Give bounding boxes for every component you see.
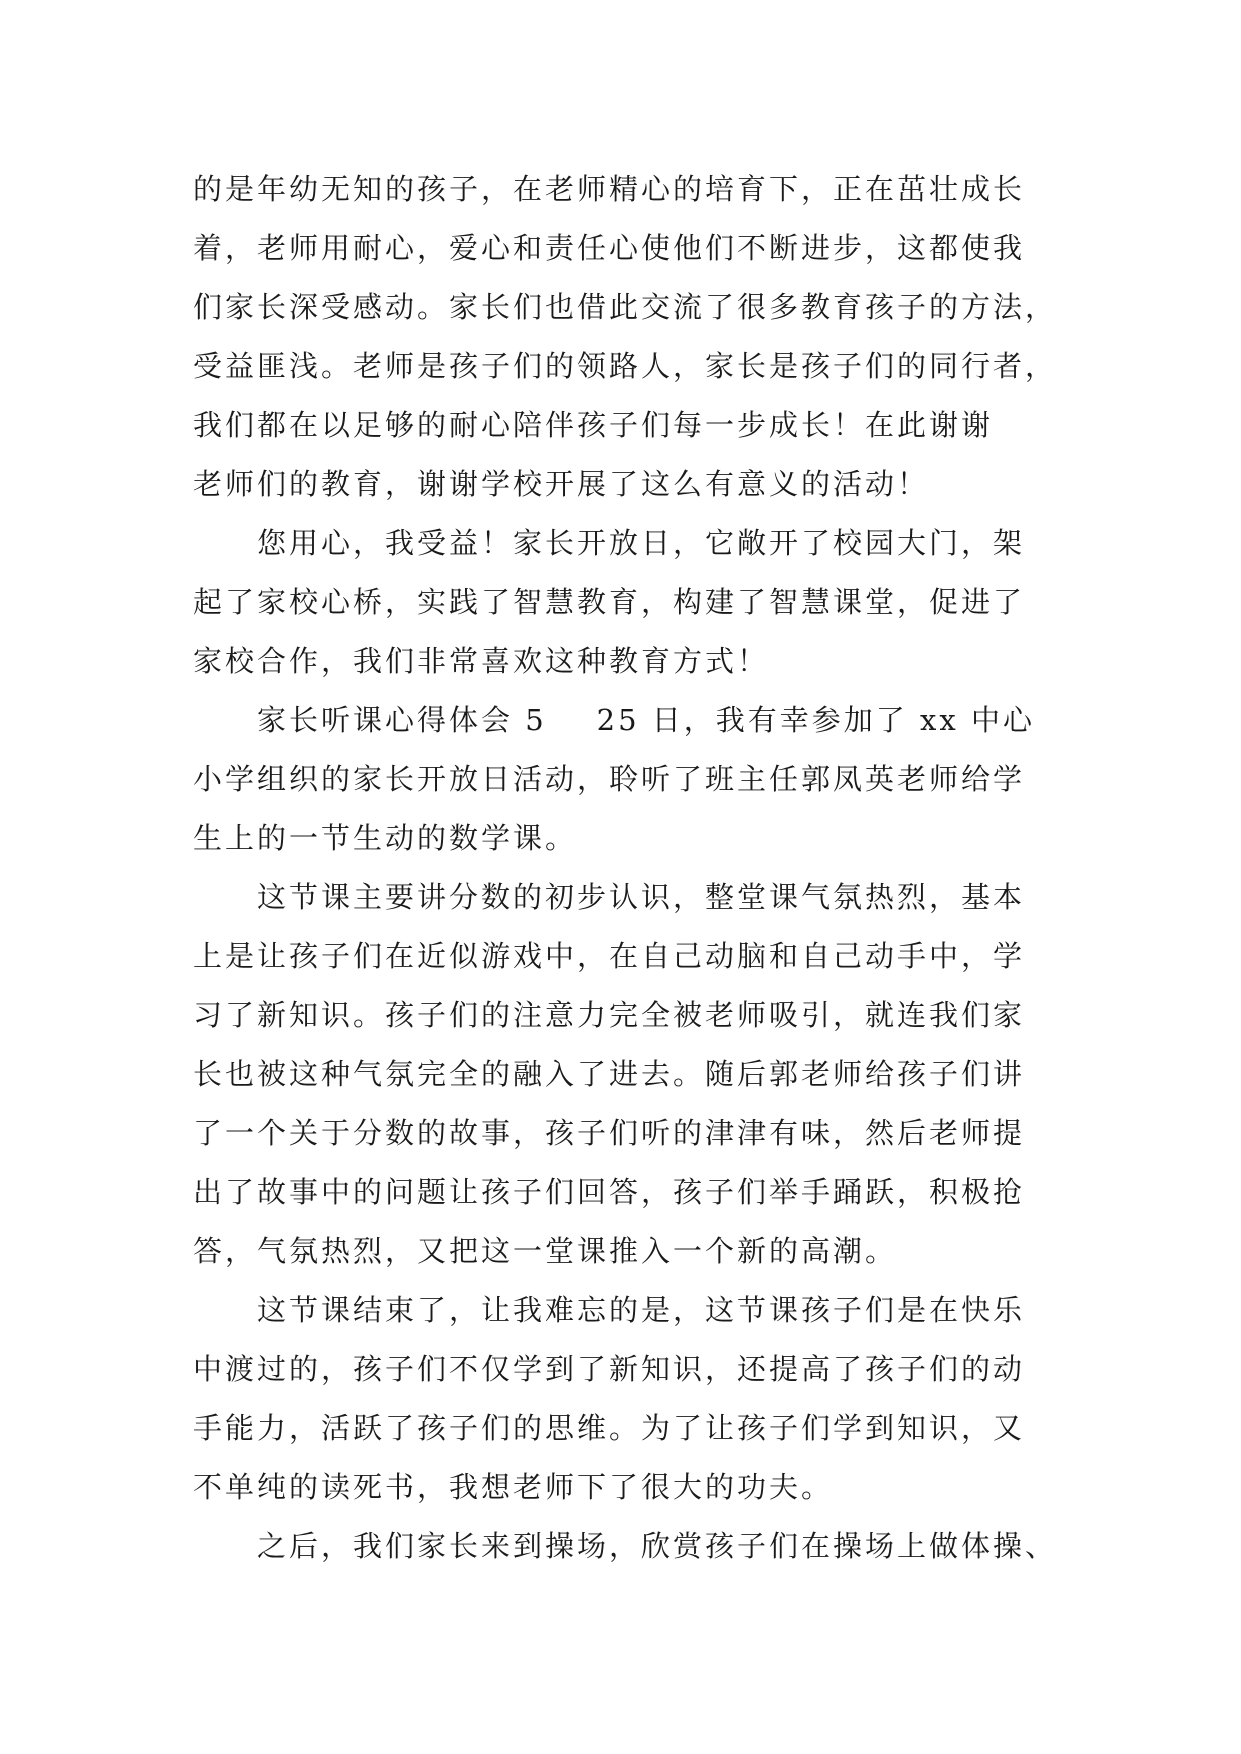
text-line: 家校合作，我们非常喜欢这种教育方式！ (193, 644, 770, 678)
text-line: 习了新知识。孩子们的注意力完全被老师吸引，就连我们家 (193, 998, 1026, 1032)
text-line: 中渡过的，孩子们不仅学到了新知识，还提高了孩子们的动 (193, 1352, 1026, 1386)
text-line: 起了家校心桥，实践了智慧教育，构建了智慧课堂，促进了 (193, 585, 1026, 619)
text-line: 长也被这种气氛完全的融入了进去。随后郭老师给孩子们讲 (193, 1057, 1026, 1091)
section-heading-line (193, 691, 1093, 750)
text-line: 我们都在以足够的耐心陪伴孩子们每一步成长！在此谢谢 (193, 408, 994, 442)
text-line: 着，老师用耐心，爱心和责任心使他们不断进步，这都使我 (193, 231, 1026, 265)
text-line: 受益匪浅。老师是孩子们的领路人，家长是孩子们的同行者， (193, 349, 1058, 383)
text-line: 手能力，活跃了孩子们的思维。为了让孩子们学到知识，又 (193, 1411, 1026, 1445)
text-line: 这节课结束了，让我难忘的是，这节课孩子们是在快乐 (193, 1293, 1026, 1327)
section-heading: 家长听课心得体会 5 (193, 703, 547, 737)
document-body (193, 160, 1093, 1576)
text-line: 出了故事中的问题让孩子们回答，孩子们举手踊跃，积极抢 (193, 1175, 1026, 1209)
text-line: 小学组织的家长开放日活动，聆听了班主任郭凤英老师给学 (193, 762, 1026, 796)
text-line: 老师们的教育，谢谢学校开展了这么有意义的活动！ (193, 467, 930, 501)
text-line: 生上的一节生动的数学课。 (193, 821, 578, 855)
heading-continuation: 25 日，我有幸参加了 xx 中心 (596, 703, 1035, 737)
text-line: 的是年幼无知的孩子，在老师精心的培育下，正在茁壮成长 (193, 172, 1026, 206)
text-line: 之后，我们家长来到操场，欣赏孩子们在操场上做体操、 (193, 1529, 1058, 1563)
text-line: 这节课主要讲分数的初步认识，整堂课气氛热烈，基本 (193, 880, 1026, 914)
text-line: 您用心，我受益！家长开放日，它敞开了校园大门，架 (193, 526, 1026, 560)
text-line: 们家长深受感动。家长们也借此交流了很多教育孩子的方法， (193, 290, 1058, 324)
text-line: 不单纯的读死书，我想老师下了很大的功夫。 (193, 1470, 834, 1504)
text-line: 了一个关于分数的故事，孩子们听的津津有味，然后老师提 (193, 1116, 1026, 1150)
text-line: 答，气氛热烈，又把这一堂课推入一个新的高潮。 (193, 1234, 898, 1268)
text-line: 上是让孩子们在近似游戏中，在自己动脑和自己动手中，学 (193, 939, 1026, 973)
